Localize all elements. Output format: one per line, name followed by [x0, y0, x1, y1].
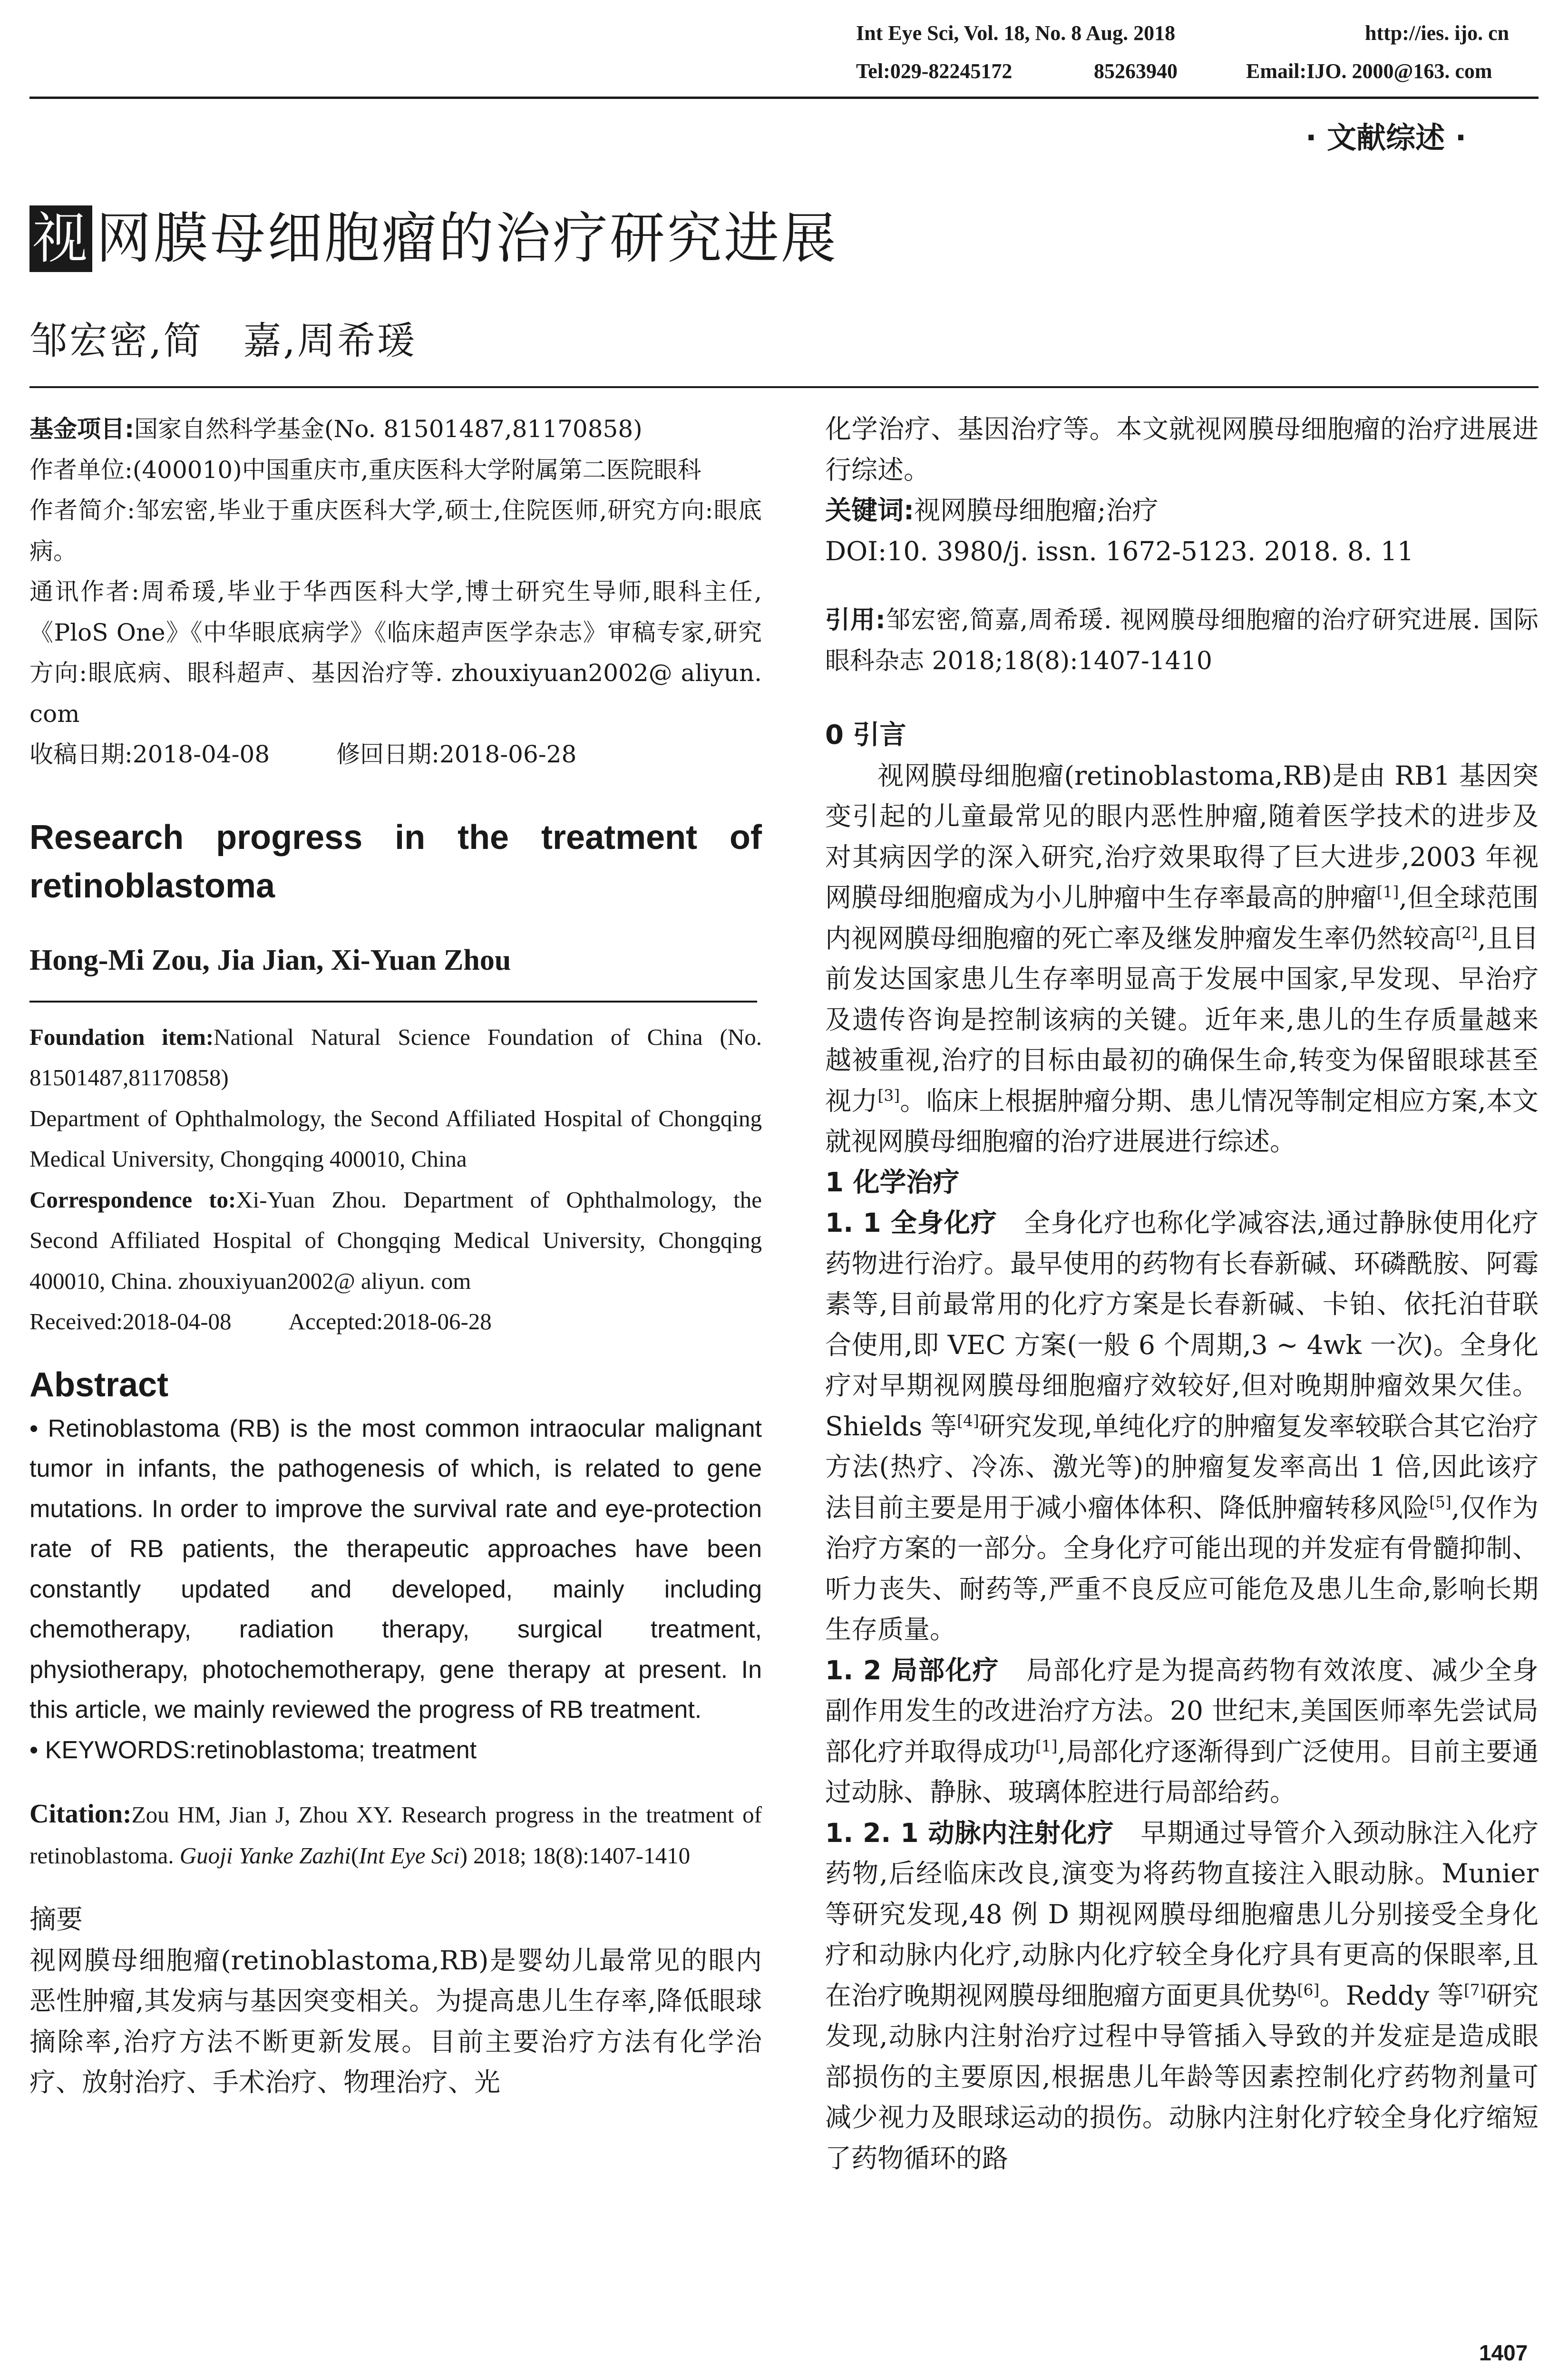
abstract-heading: Abstract: [29, 1365, 169, 1404]
journal-email[interactable]: Email:IJO. 2000@163. com: [1246, 59, 1492, 83]
english-dates: Received:2018-04-08 Accepted:2018-06-28: [29, 1308, 492, 1335]
title-first-char: 视: [29, 205, 92, 272]
journal-tel-2: 85263940: [1094, 59, 1178, 83]
abstract-text: • Retinoblastoma (RB) is the most common intraocular malignant tumor in infants, the pathogenesis of which, is related to gene mutations. In order to improve the survival rate and eye-protection rate of RB patients, the therapeutic approaches have been constantly updated and developed, mainly including chemotherapy, radiation therapy, surgical treatment, physiotherapy, photochemotherapy, gene therapy at present. In this article, we mainly reviewed the progress of RB treatment.: [29, 1414, 762, 1724]
section-1-heading: 1 化学治疗: [825, 1167, 960, 1198]
section-1-1: 1. 1 全身化疗 全身化疗也称化学减容法,通过静脉使用化疗药物进行治疗。最早使用的药物有长春新碱、环磷酰胺、阿霉素等,目前最常用的化疗方案是长春新碱、卡铂、依托泊苷联合使用,即 VEC 方案(一般 6 个周期,3 ~ 4wk 一次)。全身化疗对早期视网膜母细胞瘤疗效较好,但对晚期肿瘤效果欠佳。Shields 等[4]研究发现,单纯化疗的肿瘤复发率较联合其它治疗方法(热疗、冷冻、激光等)的肿瘤复发率高出 1 倍,因此该疗法目前主要是用于减小瘤体体积、降低肿瘤转移风险[5],仅作为治疗方案的一部分。全身化疗可能出现的并发症有骨髓抑制、听力丧失、耐药等,严重不良反应可能危及患儿生命,影响长期生存质量。: [825, 1208, 1539, 1645]
zh-keywords: 关键词:视网膜母细胞瘤;治疗: [825, 495, 1159, 526]
foundation-item: Foundation item:National Natural Science Foundation of China (No. 81501487,81170858): [29, 1023, 762, 1091]
journal-tel: Tel:029-82245172: [856, 59, 1013, 83]
title-rule: [29, 386, 1539, 388]
zh-abstract-heading: 摘要: [29, 1904, 83, 1935]
page-number: 1407: [1479, 2340, 1528, 2365]
department: Department of Ophthalmology, the Second Affiliated Hospital of Chongqing Medical University, Chongqing 400010, China: [29, 1105, 762, 1172]
author-bio: 作者简介:邹宏密,毕业于重庆医科大学,硕士,住院医师,研究方向:眼底病。: [29, 497, 762, 565]
section-1-2: 1. 2 局部化疗 局部化疗是为提高药物有效浓度、减少全身副作用发生的改进治疗方法。20 世纪末,美国医师率先尝试局部化疗并取得成功[1],局部化疗逐渐得到广泛使用。目前主要通过动脉、静脉、玻璃体腔进行局部给药。: [825, 1655, 1539, 1807]
title-rest: 网膜母细胞瘤的治疗研究进展: [96, 206, 838, 271]
english-title: Research progress in the treatment of retinoblastoma: [29, 818, 762, 905]
article-title: [29, 205, 838, 272]
section-0-heading: 0 引言: [825, 720, 906, 750]
zh-abstract-cont: 化学治疗、基因治疗等。本文就视网膜母细胞瘤的治疗进展进行综述。: [825, 414, 1539, 485]
doi[interactable]: DOI:10. 3980/j. issn. 1672-5123. 2018. 8. 11: [825, 536, 1414, 566]
corresponding-author: 通讯作者:周希瑗,毕业于华西医科大学,博士研究生导师,眼科主任,《PloS One》《中华眼底病学》《临床超声医学杂志》审稿专家,研究方向:眼底病、眼科超声、基因治疗等. zhouxiyuan2002@ aliyun. com: [29, 578, 762, 728]
section-0-body: 视网膜母细胞瘤(retinoblastoma,RB)是由 RB1 基因突变引起的儿童最常见的眼内恶性肿瘤,随着医学技术的进步及对其病因学的深入研究,治疗效果取得了巨大进步,2003 年视网膜母细胞瘤成为小儿肿瘤中生存率最高的肿瘤[1],但全球范围内视网膜母细胞瘤的死亡率及继发肿瘤发生率仍然较高[2],且目前发达国家患儿生存率明显高于发展中国家,早发现、早治疗及遗传咨询是控制该病的关键。近年来,患儿的生存质量越来越被重视,治疗的目标由最初的确保生命,转变为保留眼球甚至视力[3]。临床上根据肿瘤分期、患儿情况等制定相应方案,本文就视网膜母细胞瘤的治疗进展进行综述。: [825, 760, 1539, 1157]
left-column: [29, 409, 762, 2103]
keywords: • KEYWORDS:retinoblastoma; treatment: [29, 1736, 477, 1764]
correspondence: Correspondence to:Xi-Yuan Zhou. Department of Ophthalmology, the Second Affiliated Hospital of Chongqing Medical University, Chongqing 400010, China. zhouxiyuan2002@ aliyun. com: [29, 1186, 762, 1294]
english-header-rule: [29, 1001, 757, 1003]
article-dates: 收稿日期:2018-04-08 修回日期:2018-06-28: [29, 740, 577, 768]
article-authors: 邹宏密,简 嘉,周希瑗: [29, 319, 417, 363]
section-1-2-1: 1. 2. 1 动脉内注射化疗 早期通过导管介入颈动脉注入化疗药物,后经临床改良,演变为将药物直接注入眼动脉。Munier 等研究发现,48 例 D 期视网膜母细胞瘤患儿分别接受全身化疗和动脉内化疗,动脉内化疗较全身化疗具有更高的保眼率,且在治疗晚期视网膜母细胞瘤方面更具优势[6]。Reddy 等[7]研究发现,动脉内注射治疗过程中导管插入导致的并发症是造成眼部损伤的主要原因,根据患儿年龄等因素控制化疗药物剂量可减少视力及眼球运动的损伤。动脉内注射化疗较全身化疗缩短了药物循环的路: [825, 1817, 1539, 2173]
author-unit: 作者单位:(400010)中国重庆市,重庆医科大学附属第二医院眼科: [29, 456, 701, 484]
zh-abstract: 视网膜母细胞瘤(retinoblastoma,RB)是婴幼儿最常见的眼内恶性肿瘤,其发病与基因突变相关。为提高患儿生存率,降低眼球摘除率,治疗方法不断更新发展。目前主要治疗方法有化学治疗、放射治疗、手术治疗、物理治疗、光: [29, 1945, 762, 2097]
english-authors: Hong-Mi Zou, Jia Jian, Xi-Yuan Zhou: [29, 944, 511, 976]
journal-url[interactable]: http://ies. ijo. cn: [1365, 21, 1510, 45]
fund-info: 基金项目:国家自然科学基金(No. 81501487,81170858): [29, 415, 643, 443]
section-tag: · 文献综述 ·: [1305, 120, 1467, 155]
right-column: [825, 409, 1539, 2179]
citation-en: Citation:Zou HM, Jian J, Zhou XY. Research progress in the treatment of retinoblastoma. Guoji Yanke Zazhi(Int Eye Sci) 2018; 18(8):1407-1410: [29, 1799, 762, 1869]
header-rule: [29, 97, 1539, 99]
zh-citation: 引用:邹宏密,简嘉,周希瑗. 视网膜母细胞瘤的治疗研究进展. 国际眼科杂志 2018;18(8):1407-1410: [825, 606, 1539, 675]
journal-info: Int Eye Sci, Vol. 18, No. 8 Aug. 2018: [856, 21, 1176, 45]
